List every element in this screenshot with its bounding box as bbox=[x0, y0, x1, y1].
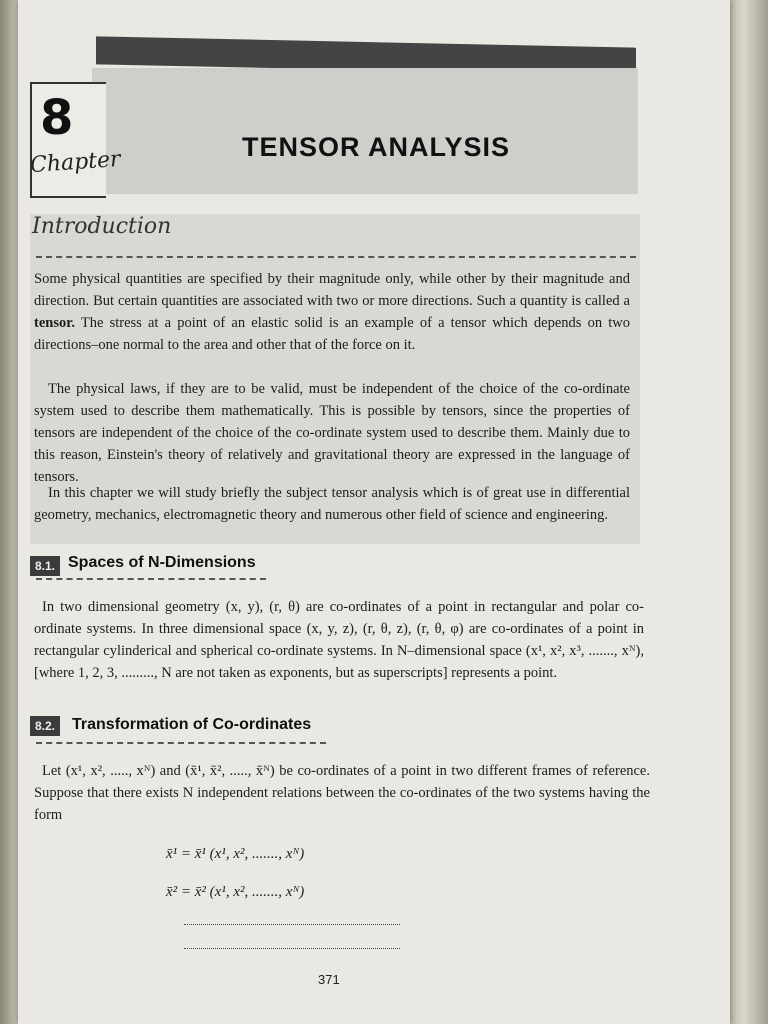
tensor-term: tensor. bbox=[34, 315, 75, 331]
section-number-8-1: 8.1. bbox=[30, 556, 60, 576]
chapter-title: TENSOR ANALYSIS bbox=[242, 132, 511, 162]
section-8-2-underline bbox=[36, 742, 326, 744]
introduction-heading: Introduction bbox=[32, 214, 172, 239]
intro-paragraph-1 bbox=[34, 268, 630, 356]
chapter-label: Chapter bbox=[29, 146, 122, 179]
adjacent-book-edge bbox=[0, 0, 18, 1024]
section-number-8-2: 8.2. bbox=[30, 716, 60, 736]
page-stack-edge bbox=[728, 0, 768, 1024]
chapter-number: 8 bbox=[40, 90, 74, 146]
section-title-8-2: Transformation of Co-ordinates bbox=[72, 716, 312, 733]
intro-paragraph-1-text-a: Some physical quantities are specified by their magnitude only, while other by their magnitude and direction. But certain quantities are associated with two or more directions. Such a quantity is called a bbox=[34, 271, 630, 309]
section-title-8-1: Spaces of N-Dimensions bbox=[68, 554, 256, 571]
equation-continuation-line-2 bbox=[184, 948, 400, 949]
page-number: 371 bbox=[318, 972, 340, 987]
chapter-header-box bbox=[92, 68, 638, 194]
intro-paragraph-1-text-b: The stress at a point of an elastic solid is an example of a tensor which depends on two directions–one normal to the area and other that of the force on it. bbox=[34, 315, 630, 353]
section-8-1-underline bbox=[36, 578, 266, 580]
equation-1: x̄¹ = x̄¹ (x¹, x², ......., xᴺ) bbox=[166, 846, 305, 862]
section-8-2-text: Let (x¹, x², ....., xᴺ) and (x̄¹, x̄², ....., x̄ᴺ) be co-ordinates of a point in two different frames of reference. Suppose that there exists N independent relations between the co-ordinates of the two systems having the form bbox=[34, 763, 650, 823]
section-8-1-text: In two dimensional geometry (x, y), (r, θ) are co-ordinates of a point in rectangular and polar co-ordinate systems. In three dimensional space (x, y, z), (r, θ, z), (r, θ, φ) are co-ordinates of a point in rectangular cylinderical and spherical co-ordinate systems. In N–dimensional space (x¹, x², x³, ......., xᴺ), [where 1, 2, 3, ........., N are not taken as exponents, but as superscripts] represents a point. bbox=[34, 599, 644, 681]
introduction-divider bbox=[36, 256, 636, 258]
intro-paragraph-3: In this chapter we will study briefly the subject tensor analysis which is of great use in differential geometry, mechanics, electromagnetic theory and numerous other field of science and engineering. bbox=[34, 485, 630, 523]
intro-paragraph-2: The physical laws, if they are to be valid, must be independent of the choice of the co-ordinate system used to describe them mathematically. This is possible by tensors, since the properties of tensors are independent of the choice of the co-ordinate system used to describe them. Mainly due to this reason, Einstein's theory of relatively and gravitational theory are expressed in the language of tensors. bbox=[34, 381, 630, 485]
equation-continuation-line-1 bbox=[184, 924, 400, 925]
equation-2: x̄² = x̄² (x¹, x², ......., xᴺ) bbox=[166, 884, 305, 900]
